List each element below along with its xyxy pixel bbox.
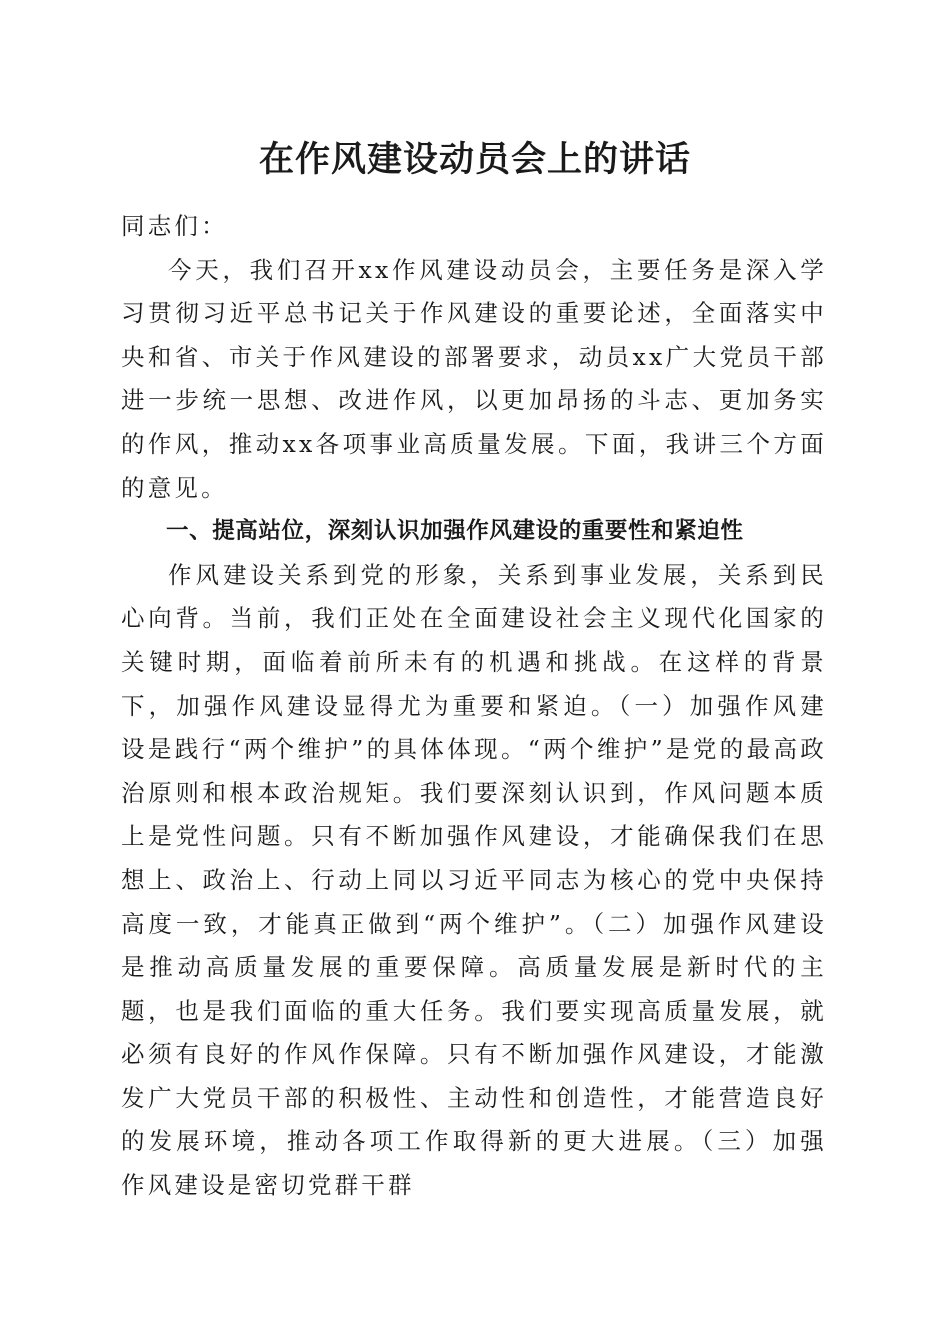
document-body — [121, 205, 827, 1208]
document-title: 在作风建设动员会上的讲话 — [258, 139, 691, 180]
section-paragraph: 作风建设关系到党的形象，关系到事业发展，关系到民心向背。当前，我们正处在全面建设社会主义现代化国家的关键时期，面临着前所未有的机遇和挑战。在这样的背景下，加强作风建设显得尤为重要和紧迫。（一）加强作风建设是践行“两个维护”的具体体现。“两个维护”是党的最高政治原则和根本政治规矩。我们要深刻认识到，作风问题本质上是党性问题。只有不断加强作风建设，才能确保我们在思想上、政治上、行动上同以习近平同志为核心的党中央保持高度一致，才能真正做到“两个维护”。（二）加强作风建设是推动高质量发展的重要保障。高质量发展是新时代的主题，也是我们面临的重大任务。我们要实现高质量发展，就必须有良好的作风作保障。只有不断加强作风建设，才能激发广大党员干部的积极性、主动性和创造性，才能营造良好的发展环境，推动各项工作取得新的更大进展。（三）加强作风建设是密切党群干群 — [121, 560, 827, 1200]
section-heading: 一、提高站位，深刻认识加强作风建设的重要性和紧迫性 — [166, 518, 744, 545]
salutation: 同志们： — [121, 212, 228, 240]
opening-paragraph: 今天，我们召开xx作风建设动员会，主要任务是深入学习贯彻习近平总书记关于作风建设的重要论述，全面落实中央和省、市关于作风建设的部署要求，动员xx广大党员干部进一步统一思想、改进作风，以更加昂扬的斗志、更加务实的作风，推动xx各项事业高质量发展。下面，我讲三个方面的意见。 — [121, 255, 827, 502]
